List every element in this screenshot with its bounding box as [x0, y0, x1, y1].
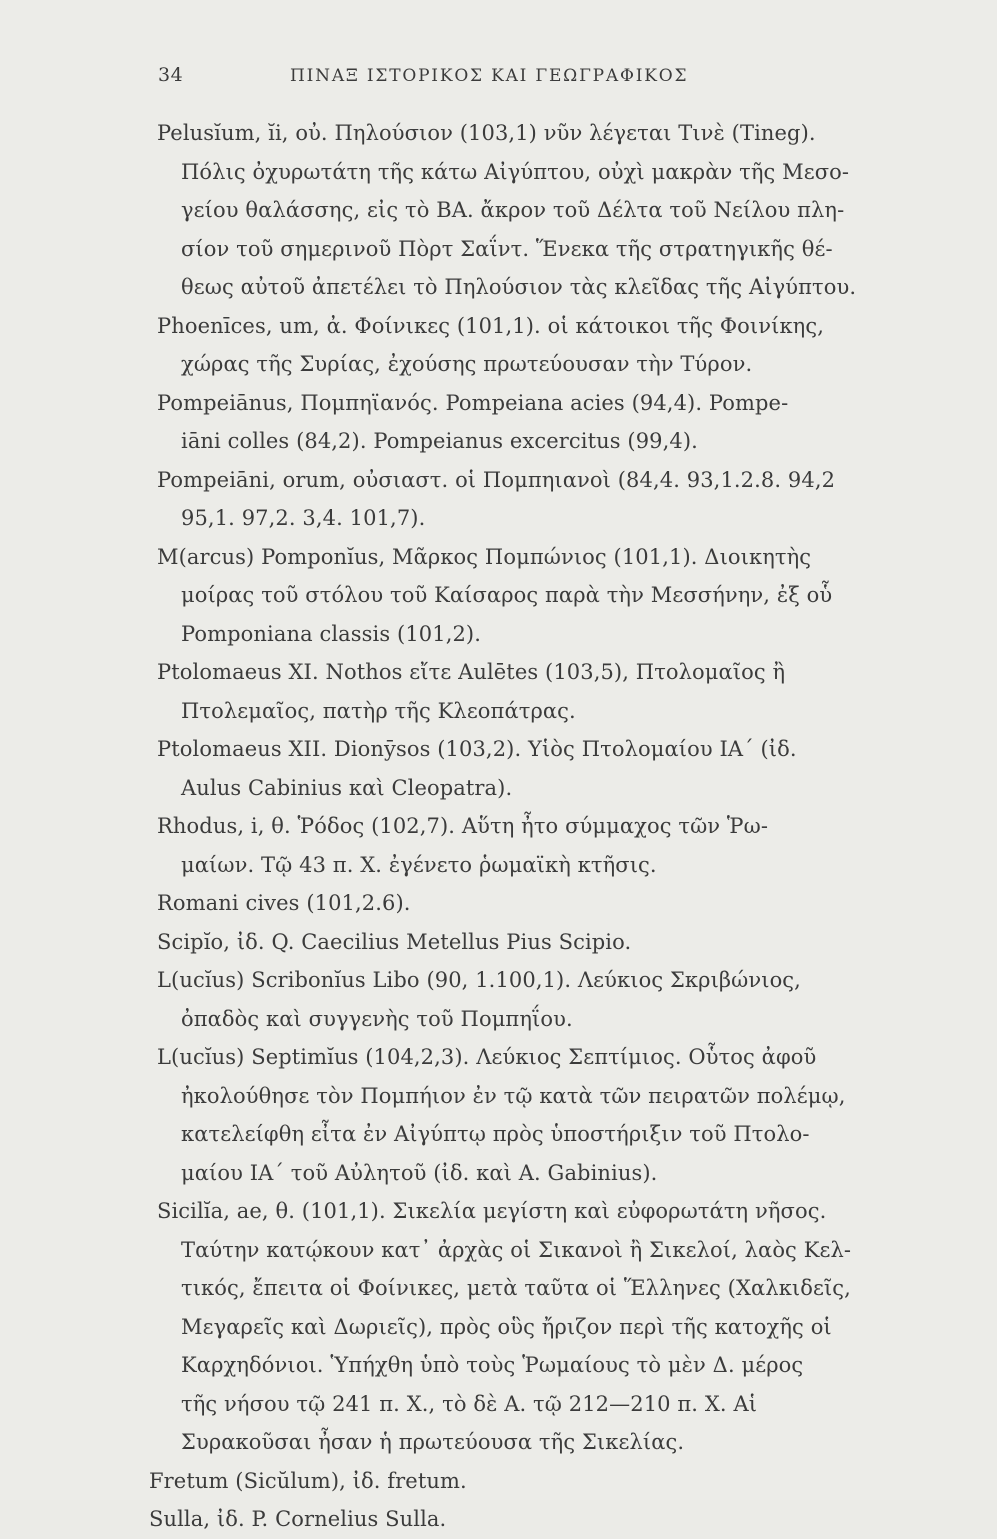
entry-line: τικός, ἔπειτα οἱ Φοίνικες, μετὰ ταῦτα οἱ Ἕλληνες (Χαλκιδεῖς,	[181, 1276, 851, 1300]
entry-line: Πόλις ὀχυρωτάτη τῆς κάτω Αἰγύπτου, οὐχὶ μακρὰν τῆς Μεσο-	[181, 159, 850, 184]
entry-line: μαίου ΙΑ΄ τοῦ Αὐλητοῦ (ἰδ. καὶ A. Gabinius).	[181, 1160, 658, 1185]
running-title: ΠΙΝΑΞ ΙΣΤΟΡΙΚΟΣ ΚΑΙ ΓΕΩΓΡΑΦΙΚΟΣ	[290, 66, 689, 86]
entry-line: γείου θαλάσσης, εἰς τὸ ΒΑ. ἄκρον τοῦ Δέλτα τοῦ Νείλου πλη-	[181, 198, 845, 222]
entry-line: L(ucĭus) Septimĭus (104,2,3). Λεύκιος Σεπτίμιος. Οὗτος ἀφοῦ	[157, 1045, 817, 1069]
index-entry	[145, 1500, 915, 1539]
entry-line: Phoenīces, um, ἀ. Φοίνικες (101,1). οἱ κάτοικοι τῆς Φοινίκης,	[157, 313, 824, 338]
entry-line: 95,1. 97,2. 3,4. 101,7).	[181, 506, 426, 530]
entry-line: L(ucĭus) Scribonĭus Libo (90, 1.100,1). Λεύκιος Σκριβώνιος,	[157, 968, 801, 992]
entry-line: Sulla, ἰδ. P. Cornelius Sulla.	[149, 1507, 447, 1531]
entry-line: Πτολεμαῖος, πατὴρ τῆς Κλεοπάτρας.	[181, 698, 576, 723]
index-entry	[145, 384, 915, 461]
index-entry	[145, 461, 915, 538]
entry-line: μοίρας τοῦ στόλου τοῦ Καίσαρος παρὰ τὴν Μεσσήνην, ἐξ οὗ	[181, 583, 833, 607]
entry-line: Aulus Cabinius καὶ Cleopatra).	[181, 775, 513, 800]
entry-line: μαίων. Τῷ 43 π. Χ. ἐγένετο ῥωμαϊκὴ κτῆσις.	[181, 852, 657, 877]
entry-line: iāni colles (84,2). Pompeianus excercitus (99,4).	[181, 429, 698, 453]
entry-line: ὀπαδὸς καὶ συγγενὴς τοῦ Πομπηΐου.	[181, 1006, 573, 1031]
index-entry	[145, 730, 915, 807]
index-entry	[145, 884, 915, 923]
entry-line: Pompeiāni, orum, οὐσιαστ. οἱ Πομπηιανοὶ (84,4. 93,1.2.8. 94,2	[157, 467, 836, 492]
entry-line: Pompeiānus, Πομπηϊανός. Pompeiana acies (94,4). Pompe-	[157, 390, 789, 415]
entry-line: Rhodus, i, θ. Ῥόδος (102,7). Αὕτη ἦτο σύμμαχος τῶν Ῥω-	[157, 814, 769, 838]
index-entry	[145, 114, 915, 307]
entry-line: Fretum (Sicŭlum), ἰδ. fretum.	[149, 1468, 467, 1493]
index-entry	[145, 653, 915, 730]
index-entry	[145, 923, 915, 962]
index-entry	[145, 1192, 915, 1462]
entry-line: χώρας τῆς Συρίας, ἐχούσης πρωτεύουσαν τὴν Τύρον.	[181, 352, 753, 376]
index-entry	[145, 961, 915, 1038]
page-header	[150, 64, 910, 94]
entry-line: Pomponiana classis (101,2).	[181, 621, 482, 646]
entry-line: Ptolomaeus XII. Dionȳsos (103,2). Υἱὸς Πτολομαίου ΙΑ΄ (ἰδ.	[157, 737, 797, 761]
entry-line: σίον τοῦ σημερινοῦ Πὸρτ Σαΐντ. Ἕνεκα τῆς στρατηγικῆς θέ-	[181, 236, 833, 261]
entry-line: Scipĭo, ἰδ. Q. Caecilius Metellus Pius Scipio.	[157, 929, 632, 954]
index-entries	[145, 114, 915, 1539]
entry-line: τῆς νήσου τῷ 241 π. Χ., τὸ δὲ Α. τῷ 212—210 π. Χ. Αἱ	[181, 1391, 758, 1416]
index-entry	[145, 538, 915, 654]
entry-line: Καρχηδόνιοι. Ὑπήχθη ὑπὸ τοὺς Ῥωμαίους τὸ μὲν Δ. μέρος	[181, 1353, 804, 1377]
entry-line: Συρακοῦσαι ἦσαν ἡ πρωτεύουσα τῆς Σικελίας.	[181, 1430, 685, 1454]
index-entry	[145, 1462, 915, 1501]
index-entry	[145, 1038, 915, 1192]
index-entry	[145, 807, 915, 884]
entry-line: Pelusĭum, ĭi, οὐ. Πηλούσιον (103,1) νῦν λέγεται Τινὲ (Tineg).	[157, 121, 816, 145]
entry-line: ἠκολούθησε τὸν Πομπήιον ἐν τῷ κατὰ τῶν πειρατῶν πολέμῳ,	[181, 1083, 846, 1108]
entry-line: Sicilĭa, ae, θ. (101,1). Σικελία μεγίστη καὶ εὐφορωτάτη νῆσος.	[157, 1199, 827, 1223]
entry-line: θεως αὐτοῦ ἀπετέλει τὸ Πηλούσιον τὰς κλεῖδας τῆς Αἰγύπτου.	[181, 275, 857, 299]
entry-line: Μεγαρεῖς καὶ Δωριεῖς), πρὸς οὓς ἤριζον περὶ τῆς κατοχῆς οἱ	[181, 1314, 832, 1339]
entry-line: κατελείφθη εἶτα ἐν Αἰγύπτῳ πρὸς ὑποστήριξιν τοῦ Πτολο-	[181, 1122, 810, 1146]
index-entry	[145, 307, 915, 384]
entry-line: Ταύτην κατῴκουν κατ᾽ ἀρχὰς οἱ Σικανοὶ ἢ Σικελοί, λαὸς Κελ-	[181, 1237, 852, 1262]
page-number: 34	[158, 64, 184, 86]
entry-line: Romani cives (101,2.6).	[157, 891, 411, 915]
entry-line: Ptolomaeus XI. Nothos εἴτε Aulētes (103,5), Πτολομαῖος ἢ	[157, 660, 786, 684]
entry-line: M(arcus) Pomponĭus, Μᾶρκος Πομπώνιος (101,1). Διοικητὴς	[157, 544, 812, 569]
